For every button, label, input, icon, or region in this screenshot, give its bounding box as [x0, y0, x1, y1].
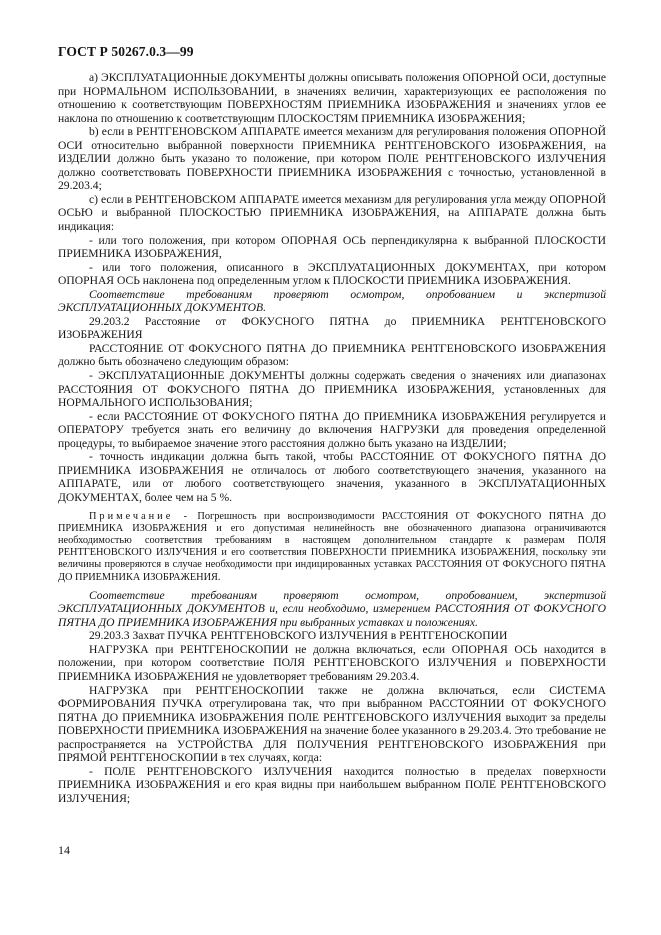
paragraph: а) ЭКСПЛУАТАЦИОННЫЕ ДОКУМЕНТЫ должны описывать положения ОПОРНОЙ ОСИ, доступные при НОРМАЛЬНОМ ИСПОЛЬЗОВАНИИ, в значениях величин, характеризующих ее расположения по отношению к соответствующим ПОВЕРХНОСТЯМ ПРИЕМНИКА ИЗОБРАЖЕНИЯ и значениях углов ее наклона по отношению к соответствующим ПЛОСКОСТЯМ ПРИЕМНИКА ИЗОБРАЖЕНИЯ; [58, 71, 606, 125]
paragraph: РАССТОЯНИЕ ОТ ФОКУСНОГО ПЯТНА ДО ПРИЕМНИКА РЕНТГЕНОВСКОГО ИЗОБРАЖЕНИЯ должно быть обозначено следующим образом: [58, 341, 606, 369]
note-label: Примечание - [89, 510, 191, 522]
list-item: - или того положения, при котором ОПОРНАЯ ОСЬ перпендикулярна к выбранной ПЛОСКОСТИ ПРИЕМНИКА ИЗОБРАЖЕНИЯ, [58, 233, 606, 261]
page-number: 14 [58, 843, 70, 857]
list-item: - точность индикации должна быть такой, чтобы РАССТОЯНИЕ ОТ ФОКУСНОГО ПЯТНА ДО ПРИЕМНИКА ИЗОБРАЖЕНИЯ не отличалось от любого соответствующего значения, указанного на АППАРАТЕ, или от любого соответствующего значения, указанного в ЭКСПЛУАТАЦИОННЫХ ДОКУМЕНТАХ, более чем на 5 %. [58, 450, 606, 504]
paragraph: с) если в РЕНТГЕНОВСКОМ АППАРАТЕ имеется механизм для регулирования угла между ОПОРНОЙ ОСЬЮ и выбранной ПЛОСКОСТЬЮ ПРИЕМНИКА ИЗОБРАЖЕНИЯ, на АППАРАТЕ должна быть индикация: [58, 192, 606, 234]
document-body [58, 71, 606, 805]
list-item: - ЭКСПЛУАТАЦИОННЫЕ ДОКУМЕНТЫ должны содержать сведения о значениях или диапазонах РАССТОЯНИЯ ОТ ФОКУСНОГО ПЯТНА ДО ПРИЕМНИКА ИЗОБРАЖЕНИЯ, установленных для НОРМАЛЬНОГО ИСПОЛЬЗОВАНИЯ; [58, 369, 606, 410]
list-item: - если РАССТОЯНИЕ ОТ ФОКУСНОГО ПЯТНА ДО ПРИЕМНИКА ИЗОБРАЖЕНИЯ регулируется и ОПЕРАТОРУ требуется знать его величину до включения НАГРУЗКИ для проведения определенной процедуры, то выбираемое значение этого расстояния должно быть указано на ИЗДЕЛИИ; [58, 409, 606, 450]
standard-header: ГОСТ Р 50267.0.3—99 [58, 44, 194, 59]
paragraph: НАГРУЗКА при РЕНТГЕНОСКОПИИ также не должна включаться, если СИСТЕМА ФОРМИРОВАНИЯ ПУЧКА отрегулирована так, что при выбранном РАССТОЯНИИ ОТ ФОКУСНОГО ПЯТНА ДО ПРИЕМНИКА ИЗОБРАЖЕНИЯ ПОЛЕ РЕНТГЕНОВСКОГО ИЗЛУЧЕНИЯ выходит за пределы ПОВЕРХНОСТИ ПРИЕМНИКА ИЗОБРАЖЕНИЯ на значение более указанного в 29.203.4. Это требование не распространяется на УСТРОЙСТВА ДЛЯ ПОЛУЧЕНИЯ РЕНТГЕНОВСКОГО ИЗОБРАЖЕНИЯ при ПРЯМОЙ РЕНТГЕНОСКОПИИ в тех случаях, когда: [58, 683, 606, 765]
note [58, 511, 606, 584]
compliance-statement: Соответствие требованиям проверяют осмотром, опробованием, экспертизой ЭКСПЛУАТАЦИОННЫХ ДОКУМЕНТОВ и, если необходимо, измерением РАССТОЯНИЯ ОТ ФОКУСНОГО ПЯТНА ДО ПРИЕМНИКА ИЗОБРАЖЕНИЯ при выбранных уставках и положениях. [58, 588, 606, 629]
note-text: Погрешность при воспроизводимости РАССТОЯНИЯ ОТ ФОКУСНОГО ПЯТНА ДО ПРИЕМНИКА ИЗОБРАЖЕНИЯ и его допустимая нелинейность вне обозначенного диапазона ограничиваются необходимостью соответствия требованиям в настоящем дополнительном стандарте к размерам ПОЛЯ РЕНТГЕНОВСКОГО ИЗЛУЧЕНИЯ и его соответствия ПОВЕРХНОСТИ ПРИЕМНИКА ИЗОБРАЖЕНИЯ, поскольку эти величины проверяются в случае необходимости при индицированных уставках РАССТОЯНИЯ ОТ ФОКУСНОГО ПЯТНА ДО ПРИЕМНИКА ИЗОБРАЖЕНИЯ. [58, 510, 606, 583]
list-item: - или того положения, описанного в ЭКСПЛУАТАЦИОННЫХ ДОКУМЕНТАХ, при котором ОПОРНАЯ ОСЬ наклонена под определенным углом к ПЛОСКОСТИ ПРИЕМНИКА ИЗОБРАЖЕНИЯ. [58, 260, 606, 288]
paragraph: b) если в РЕНТГЕНОВСКОМ АППАРАТЕ имеется механизм для регулирования положения ОПОРНОЙ ОСИ относительно выбранной поверхности ПРИЕМНИКА РЕНТГЕНОВСКОГО ИЗОБРАЖЕНИЯ, на ИЗДЕЛИИ должно быть указано то положение, при котором ПОЛЕ РЕНТГЕНОВСКОГО ИЗЛУЧЕНИЯ должно соответствовать ПОВЕРХНОСТИ ПРИЕМНИКА ИЗОБРАЖЕНИЯ с точностью, установленной в 29.203.4; [58, 125, 606, 193]
compliance-statement: Соответствие требованиям проверяют осмотром, опробованием и экспертизой ЭКСПЛУАТАЦИОННЫХ ДОКУМЕНТОВ. [58, 287, 606, 315]
paragraph: НАГРУЗКА при РЕНТГЕНОСКОПИИ не должна включаться, если ОПОРНАЯ ОСЬ находится в положении, при котором соответствие ПОЛЯ РЕНТГЕНОВСКОГО ИЗЛУЧЕНИЯ и ПОВЕРХНОСТИ ПРИЕМНИКА ИЗОБРАЖЕНИЯ не удовлетворяет требованиям 29.203.4. [58, 642, 606, 683]
list-item: - ПОЛЕ РЕНТГЕНОВСКОГО ИЗЛУЧЕНИЯ находится полностью в пределах поверхности ПРИЕМНИКА ИЗОБРАЖЕНИЯ и его края видны при наибольшем выбранном ПОЛЕ РЕНТГЕНОВСКОГО ИЗЛУЧЕНИЯ; [58, 764, 606, 805]
section-heading: 29.203.2 Расстояние от ФОКУСНОГО ПЯТНА до ПРИЕМНИКА РЕНТГЕНОВСКОГО ИЗОБРАЖЕНИЯ [58, 314, 606, 342]
section-heading: 29.203.3 Захват ПУЧКА РЕНТГЕНОВСКОГО ИЗЛУЧЕНИЯ в РЕНТГЕНОСКОПИИ [89, 629, 508, 643]
